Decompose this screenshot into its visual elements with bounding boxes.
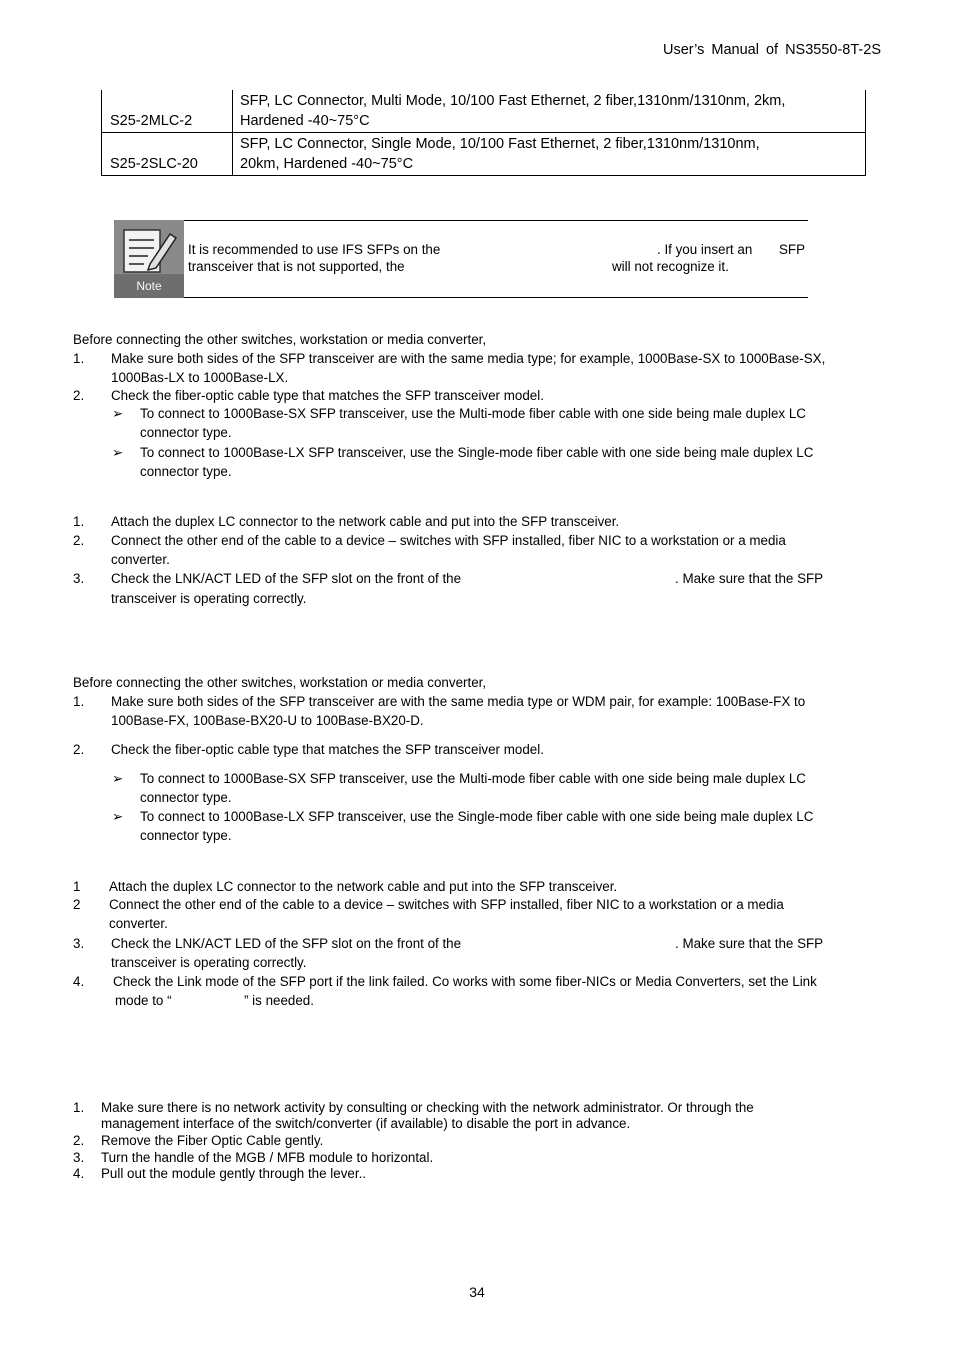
bullet-item: connector type.	[140, 828, 232, 843]
bullet-item: To connect to 1000Base-LX SFP transceiver, use the Single-mode fiber cable with one side being male duplex LC	[140, 809, 814, 824]
list-number: 2.	[73, 533, 85, 548]
list-item: . Make sure that the SFP	[675, 571, 824, 586]
list-item: 100Base-FX, 100Base-BX20-U to 100Base-BX20-D.	[111, 713, 424, 728]
note-bottom-rule	[184, 297, 808, 298]
note-line-1c: SFP	[779, 242, 806, 257]
table-cell-model: S25-2MLC-2	[102, 90, 233, 133]
list-item: Make sure both sides of the SFP transceiver are with the same media type or WDM pair, for example: 100Base-FX to	[111, 694, 806, 709]
table-cell-description	[233, 133, 866, 176]
note-icon-label: Note	[136, 279, 162, 293]
list-number: 2.	[73, 742, 85, 757]
description-line: SFP, LC Connector, Multi Mode, 10/100 Fast Ethernet, 2 fiber,1310nm/1310nm, 2km,	[240, 93, 786, 109]
list-number: 1	[73, 879, 81, 894]
list-item: Make sure there is no network activity by consulting or checking with the network administrator. Or through the	[101, 1100, 754, 1115]
list-number: 3.	[73, 1150, 85, 1165]
bullet-arrow-icon: ➢	[112, 445, 124, 460]
bullet-item: To connect to 1000Base-SX SFP transceiver, use the Multi-mode fiber cable with one side being male duplex LC	[140, 771, 806, 786]
list-item: mode to “	[115, 993, 172, 1008]
description-line: Hardened -40~75°C	[240, 113, 370, 129]
page-number: 34	[469, 1284, 485, 1300]
list-item: Check the fiber-optic cable type that matches the SFP transceiver model.	[111, 388, 544, 403]
bullet-item: connector type.	[140, 425, 232, 440]
list-number: 4.	[73, 1166, 85, 1181]
bullet-arrow-icon: ➢	[112, 771, 124, 786]
list-item: Connect the other end of the cable to a device – switches with SFP installed, fiber NIC to a workstation or a media	[109, 897, 784, 912]
list-item: Connect the other end of the cable to a device – switches with SFP installed, fiber NIC to a workstation or a media	[111, 533, 786, 548]
list-number: 4.	[73, 974, 85, 989]
list-item: Check the LNK/ACT LED of the SFP slot on the front of the	[111, 571, 462, 586]
note-line-1b: . If you insert an	[657, 242, 753, 257]
table-row	[102, 90, 866, 133]
bullet-item: connector type.	[140, 464, 232, 479]
bullet-item: To connect to 1000Base-LX SFP transceiver, use the Single-mode fiber cable with one side being male duplex LC	[140, 445, 814, 460]
list-item: converter.	[111, 552, 170, 567]
table-cell-model: S25-2SLC-20	[102, 133, 233, 176]
list-item: Turn the handle of the MGB / MFB module to horizontal.	[101, 1150, 434, 1165]
list-number: 2.	[73, 1133, 85, 1148]
table-cell-description	[233, 90, 866, 133]
list-number: 1.	[73, 1100, 85, 1115]
bullet-item: connector type.	[140, 790, 232, 805]
bullet-arrow-icon: ➢	[112, 809, 124, 824]
section1-intro: Before connecting the other switches, workstation or media converter,	[73, 332, 487, 347]
list-item: Check the Link mode of the SFP port if the link failed. Co works with some fiber-NICs or Media Converters, set the Link	[113, 974, 817, 989]
list-number: 2.	[73, 388, 85, 403]
list-item: management interface of the switch/converter (if available) to disable the port in advance.	[101, 1116, 631, 1131]
note-top-rule	[184, 220, 808, 221]
bullet-arrow-icon: ➢	[112, 406, 124, 421]
page-header: User’s Manual of NS3550-8T-2S	[662, 42, 881, 58]
sfp-module-table	[101, 90, 866, 176]
list-item: transceiver is operating correctly.	[111, 955, 307, 970]
description-line: 20km, Hardened -40~75°C	[240, 156, 414, 172]
note-line-2b: will not recognize it.	[612, 259, 729, 274]
note-line-1	[188, 241, 440, 258]
note-text: It is recommended to use IFS SFPs on the	[188, 242, 441, 257]
list-item: transceiver is operating correctly.	[111, 591, 307, 606]
list-number: 1.	[73, 514, 85, 529]
table-row	[102, 133, 866, 176]
section3-intro: Before connecting the other switches, workstation or media converter,	[73, 675, 487, 690]
list-item: . Make sure that the SFP	[675, 936, 824, 951]
list-number: 1.	[73, 351, 85, 366]
list-item: Check the LNK/ACT LED of the SFP slot on the front of the	[111, 936, 462, 951]
list-item: Check the fiber-optic cable type that matches the SFP transceiver model.	[111, 742, 544, 757]
list-item: converter.	[109, 916, 168, 931]
list-item: Pull out the module gently through the lever..	[101, 1166, 367, 1181]
list-item: ” is needed.	[244, 993, 314, 1008]
list-number: 3.	[73, 571, 85, 586]
list-item: Remove the Fiber Optic Cable gently.	[101, 1133, 324, 1148]
list-item: 1000Bas-LX to 1000Base-LX.	[111, 370, 289, 385]
note-line-2: transceiver that is not supported, the	[188, 259, 405, 274]
list-number: 2	[73, 897, 81, 912]
list-number: 1.	[73, 694, 85, 709]
list-item: Make sure both sides of the SFP transceiver are with the same media type; for example, 1000Base-SX to 1000Base-SX,	[111, 351, 826, 366]
description-line: SFP, LC Connector, Single Mode, 10/100 Fast Ethernet, 2 fiber,1310nm/1310nm,	[240, 136, 760, 152]
list-number: 3.	[73, 936, 85, 951]
bullet-item: To connect to 1000Base-SX SFP transceiver, use the Multi-mode fiber cable with one side being male duplex LC	[140, 406, 806, 421]
list-item: Attach the duplex LC connector to the network cable and put into the SFP transceiver.	[109, 879, 618, 894]
note-icon	[114, 220, 184, 298]
list-item: Attach the duplex LC connector to the network cable and put into the SFP transceiver.	[111, 514, 620, 529]
